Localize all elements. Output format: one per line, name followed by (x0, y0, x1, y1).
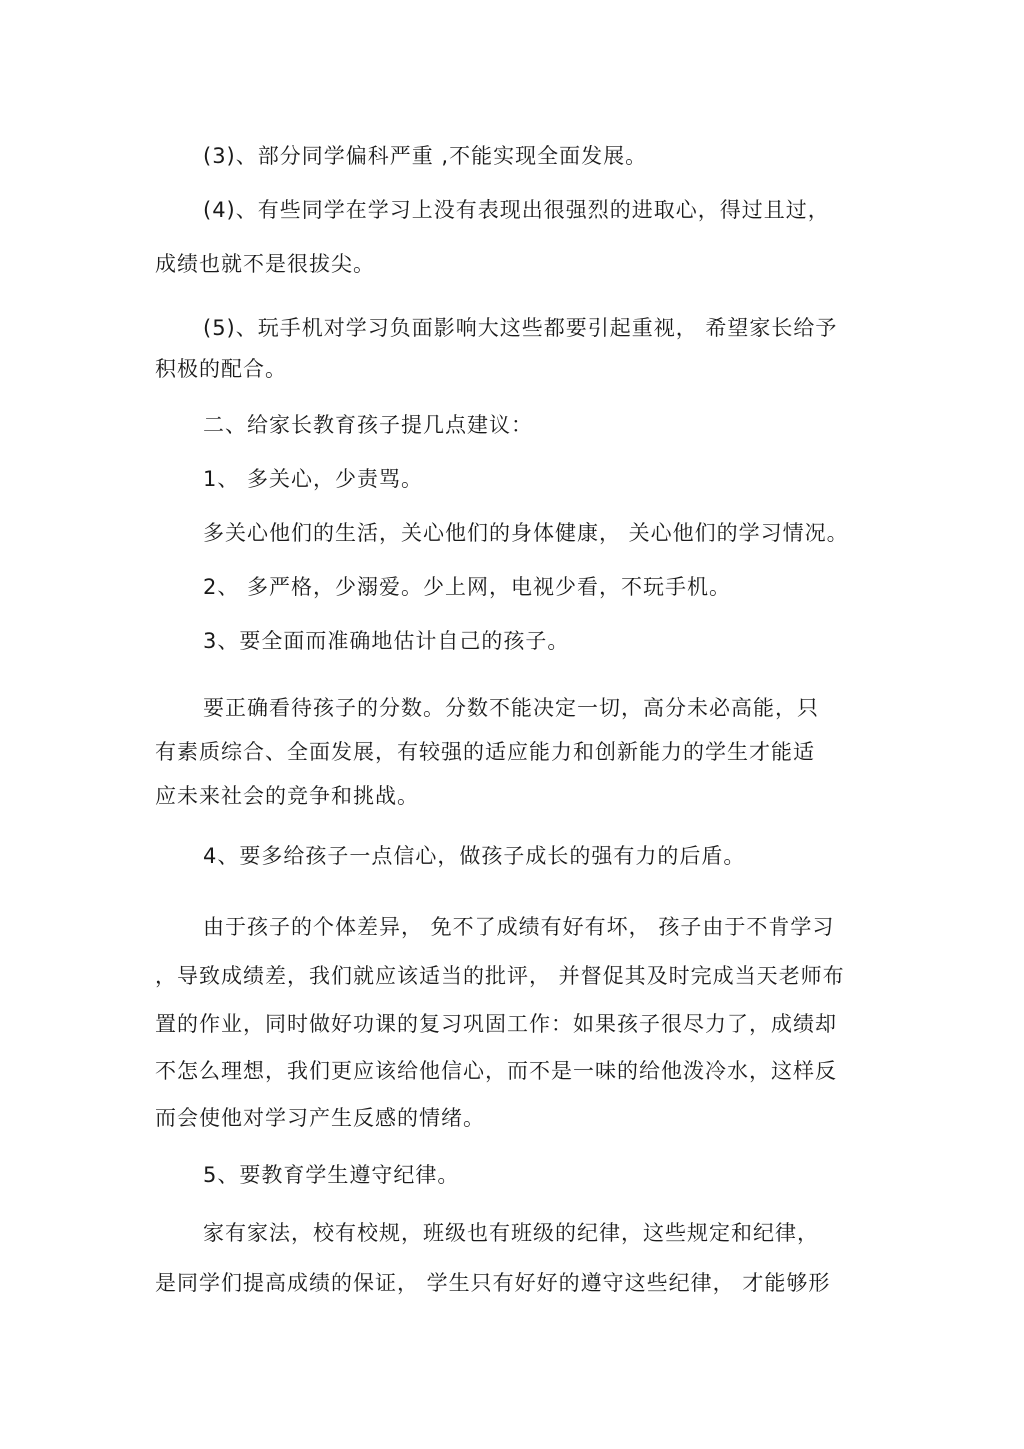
list-item-heading: 5、要教育学生遵守纪律。 (203, 1163, 460, 1187)
text-line: 多关心他们的生活，关心他们的身体健康， 关心他们的学习情况。 (203, 521, 849, 545)
text-line: (4)、有些同学在学习上没有表现出很强烈的进取心，得过且过， (203, 198, 830, 222)
list-item-heading: 2、 多严格，少溺爱。少上网，电视少看，不玩手机。 (203, 575, 732, 599)
text-line: ，导致成绩差，我们就应该适当的批评， 并督促其及时完成当天老师布 (155, 964, 845, 988)
text-line: 有素质综合、全面发展，有较强的适应能力和创新能力的学生才能适 (155, 740, 815, 764)
text-line: (3)、部分同学偏科严重 ,不能实现全面发展。 (203, 144, 648, 168)
text-line: 置的作业，同时做好功课的复习巩固工作：如果孩子很尽力了，成绩却 (155, 1012, 837, 1036)
text-line: 而会使他对学习产生反感的情绪。 (155, 1106, 485, 1130)
list-item-heading: 4、要多给孩子一点信心，做孩子成长的强有力的后盾。 (203, 844, 746, 868)
text-line: 由于孩子的个体差异， 免不了成绩有好有坏， 孩子由于不肯学习 (203, 915, 835, 939)
text-line: 应未来社会的竞争和挑战。 (155, 784, 419, 808)
text-line: 家有家法，校有校规，班级也有班级的纪律，这些规定和纪律， (203, 1221, 819, 1245)
text-line: 成绩也就不是很拔尖。 (155, 252, 375, 276)
list-item-heading: 1、 多关心，少责骂。 (203, 467, 424, 491)
text-line: 积极的配合。 (155, 357, 287, 381)
section-heading: 二、给家长教育孩子提几点建议： (203, 413, 533, 437)
text-line: 要正确看待孩子的分数。分数不能决定一切，高分未必高能，只 (203, 696, 819, 720)
text-line: 不怎么理想，我们更应该给他信心，而不是一味的给他泼冷水，这样反 (155, 1059, 837, 1083)
list-item-heading: 3、要全面而准确地估计自己的孩子。 (203, 629, 570, 653)
text-line: (5)、玩手机对学习负面影响大这些都要引起重视， 希望家长给予 (203, 316, 838, 340)
text-line: 是同学们提高成绩的保证， 学生只有好好的遵守这些纪律， 才能够形 (155, 1271, 831, 1295)
